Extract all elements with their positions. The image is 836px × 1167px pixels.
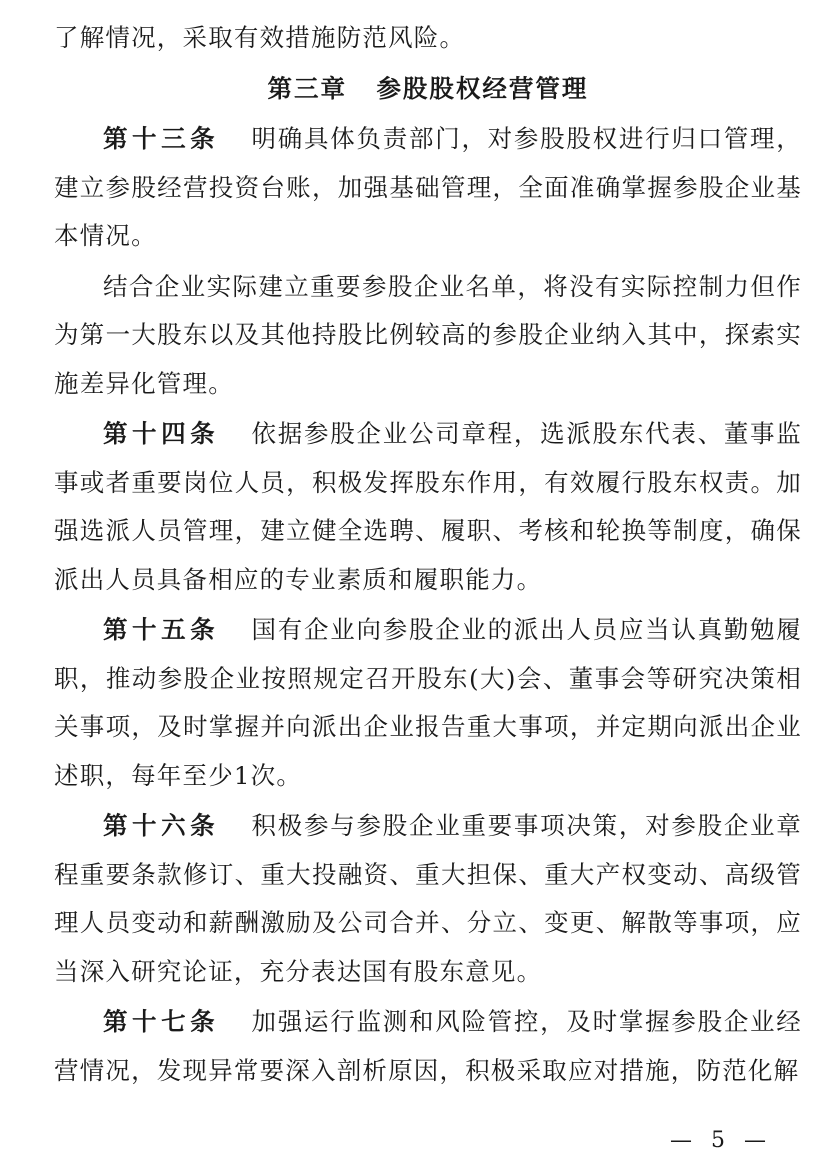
- chapter-title: 参股股权经营管理: [376, 73, 589, 103]
- article-number: 第十七条: [103, 1007, 220, 1036]
- chapter-number: 第三章: [267, 73, 348, 103]
- intro-paragraph: [54, 14, 802, 63]
- article-number: 第十三条: [103, 124, 220, 153]
- article-number: 第十六条: [103, 811, 220, 840]
- article-15-paragraph: [54, 606, 802, 800]
- article-13-paragraph: [54, 115, 802, 261]
- article-number: 第十四条: [103, 419, 220, 448]
- article-text: 结合企业实际建立重要参股企业名单，将没有实际控制力但作为第一大股东以及其他持股比例较高的参股企业纳入其中，探索实施差异化管理。: [54, 271, 802, 398]
- article-text: 明确具体负责部门，对参股股权进行归口管理，建立参股经营投资台账，加强基础管理，全面准确掌握参股企业基本情况。: [54, 124, 802, 250]
- article-text: 国有企业向参股企业的派出人员应当认真勤勉履职，推动参股企业按照规定召开股东(大)会、董事会等研究决策相关事项，及时掌握并向派出企业报告重大事项，并定期向派出企业述职，每年至少1次。: [54, 615, 802, 790]
- article-text: 加强运行监测和风险管控，及时掌握参股企业经营情况，发现异常要深入剖析原因，积极采取应对措施，防范化解: [54, 1007, 802, 1085]
- document-body: [54, 14, 802, 1097]
- article-number: 第十五条: [103, 615, 220, 644]
- article-text: 积极参与参股企业重要事项决策，对参股企业章程重要条款修订、重大投融资、重大担保、重大产权变动、高级管理人员变动和薪酬激励及公司合并、分立、变更、解散等事项，应当深入研究论证，充分表达国有股东意见。: [54, 811, 802, 986]
- article-13-subparagraph: [54, 263, 802, 409]
- page-number: — 5 —: [670, 1128, 772, 1153]
- article-17-paragraph: [54, 998, 802, 1095]
- article-14-paragraph: [54, 410, 802, 604]
- article-16-paragraph: [54, 802, 802, 996]
- intro-text: 了解情况，采取有效措施防范风险。: [54, 23, 466, 52]
- article-text: 依据参股企业公司章程，选派股东代表、董事监事或者重要岗位人员，积极发挥股东作用，有效履行股东权责。加强选派人员管理，建立健全选聘、履职、考核和轮换等制度，确保派出人员具备相应的专业素质和履职能力。: [54, 419, 802, 594]
- chapter-heading: [54, 65, 802, 114]
